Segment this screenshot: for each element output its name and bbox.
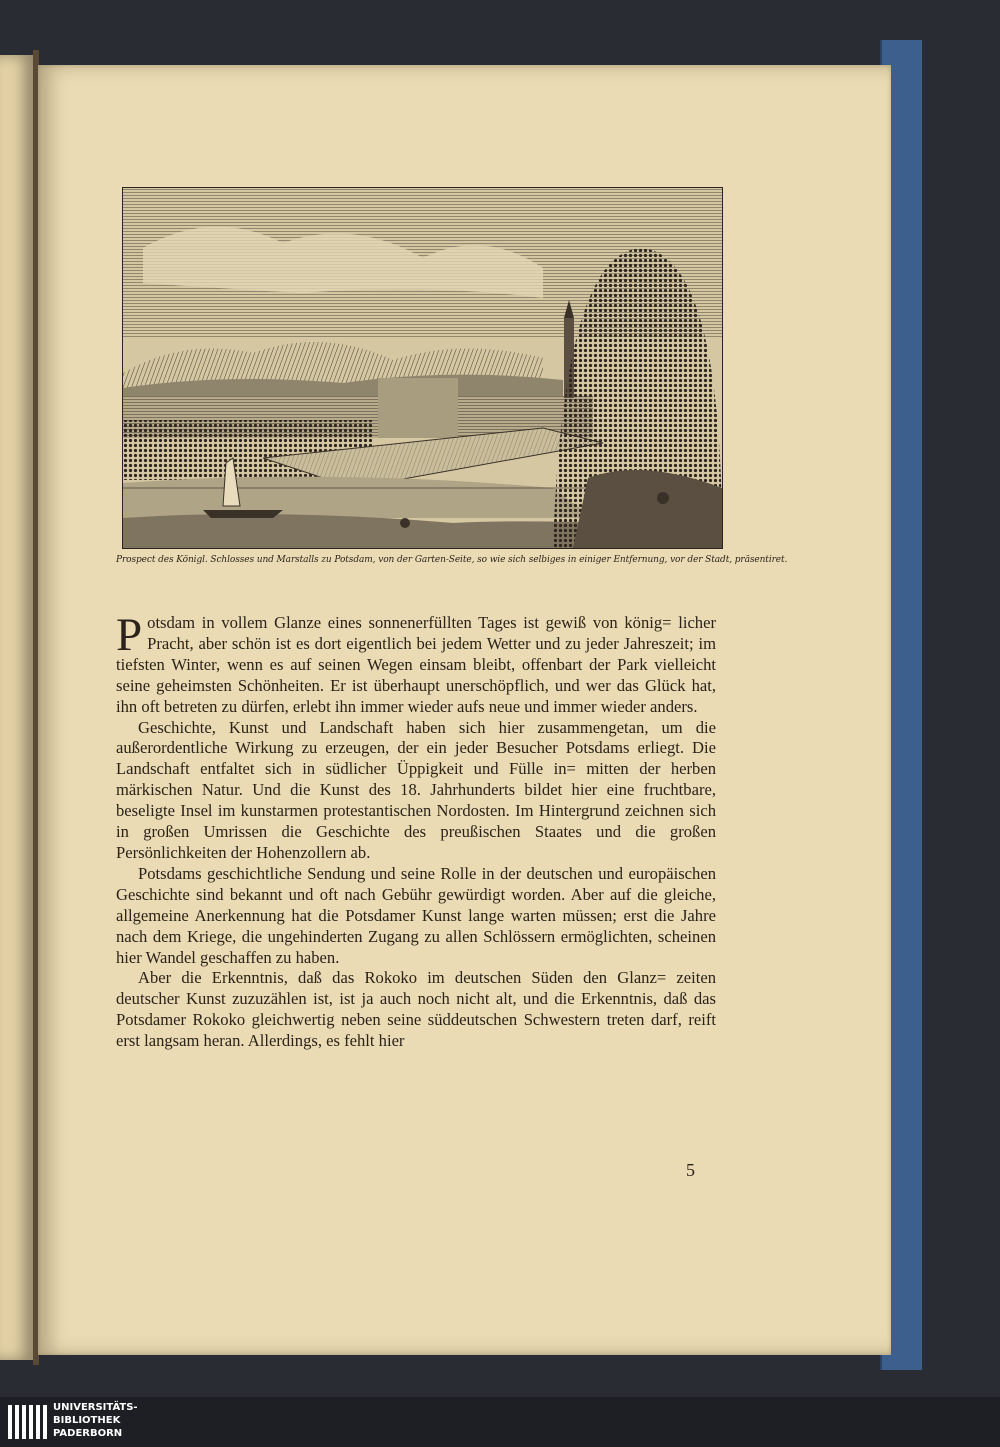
- library-name: [53, 1401, 138, 1440]
- palace-wing: [378, 378, 458, 438]
- library-name-line: UNIVERSITÄTS-: [53, 1402, 138, 1413]
- engraving-artwork: [123, 188, 722, 548]
- library-name-line: PADERBORN: [53, 1428, 123, 1439]
- figure: [657, 492, 669, 504]
- paragraph: Geschichte, Kunst und Landschaft haben sich hier zusammengetan, um die außerordentliche Wirkung zu erzeugen, der ein jeder Besucher Potsdams erliegt. Die Landschaft entfaltet sich in südlicher Üppigkeit und Fülle in= mitten der herben märkischen Natur. Und die Kunst des 18. Jahrhunderts bildet hier eine fruchtbare, beseligte Insel im kunstarmen protestantischen Nordosten. Im Hintergrund zeichnen sich in großen Umrissen die Geschichte des preußischen Staates und die großen Persönlichkeiten der Hohenzollern ab.: [116, 717, 716, 862]
- figure: [400, 518, 410, 528]
- library-name-line: BIBLIOTHEK: [53, 1415, 121, 1426]
- paragraph: Potsdams geschichtliche Sendung und seine Rolle in der deutschen und europäischen Geschichte sind bekannt und oft nach Gebühr gewürdigt worden. Aber auf die gleiche, allgemeine Anerkennung hat die Potsdamer Kunst lange warten müssen; erst die Jahre nach dem Kriege, die ungehinderten Zugang zu allen Schlössern ermöglichten, scheinen hier Wandel geschaffen zu haben.: [116, 863, 716, 967]
- book-page: [38, 65, 891, 1355]
- left-page-edge: [0, 55, 34, 1360]
- drop-cap: P: [116, 609, 143, 661]
- page-number: 5: [686, 1160, 695, 1180]
- boat: [203, 510, 283, 518]
- paragraph-text: otsdam in vollem Glanze eines sonnenerfüllten Tages ist gewiß von könig= licher Pracht, aber schön ist es dort eigentlich bei jedem Wetter und zu jeder Jahreszeit; im tiefsten Winter, wenn es auf seinen Wegen einsam bleibt, offenbart der Park vielleicht seine geheimsten Schönheiten. Er ist überhaupt unerschöpflich, und wer das Glück hat, ihn oft betreten zu dürfen, erlebt ihn immer wieder aufs neue und immer wieder anders.: [116, 613, 716, 716]
- library-footer: [0, 1397, 1000, 1447]
- body-text: [116, 609, 716, 1052]
- illustration-caption: Prospect des Königl. Schlosses und Marstalls zu Potsdam, von der Garten-Seite, so wie sich selbiges in einiger Entfernung, vor der Stadt, präsentiret.: [116, 555, 788, 565]
- engraving-illustration: [122, 187, 723, 549]
- foreground-rocks: [573, 470, 722, 548]
- paragraph: Aber die Erkenntnis, daß das Rokoko im deutschen Süden den Glanz= zeiten deutscher Kunst zuzuzählen ist, ist ja auch noch nicht alt, und die Erkenntnis, daß das Potsdamer Rokoko gleichwertig neben seine süddeutschen Schwestern treten darf, reift erst langsam heran. Allerdings, es fehlt hier: [116, 968, 716, 1051]
- paragraph: [116, 609, 716, 718]
- library-logo-icon: [6, 1401, 50, 1443]
